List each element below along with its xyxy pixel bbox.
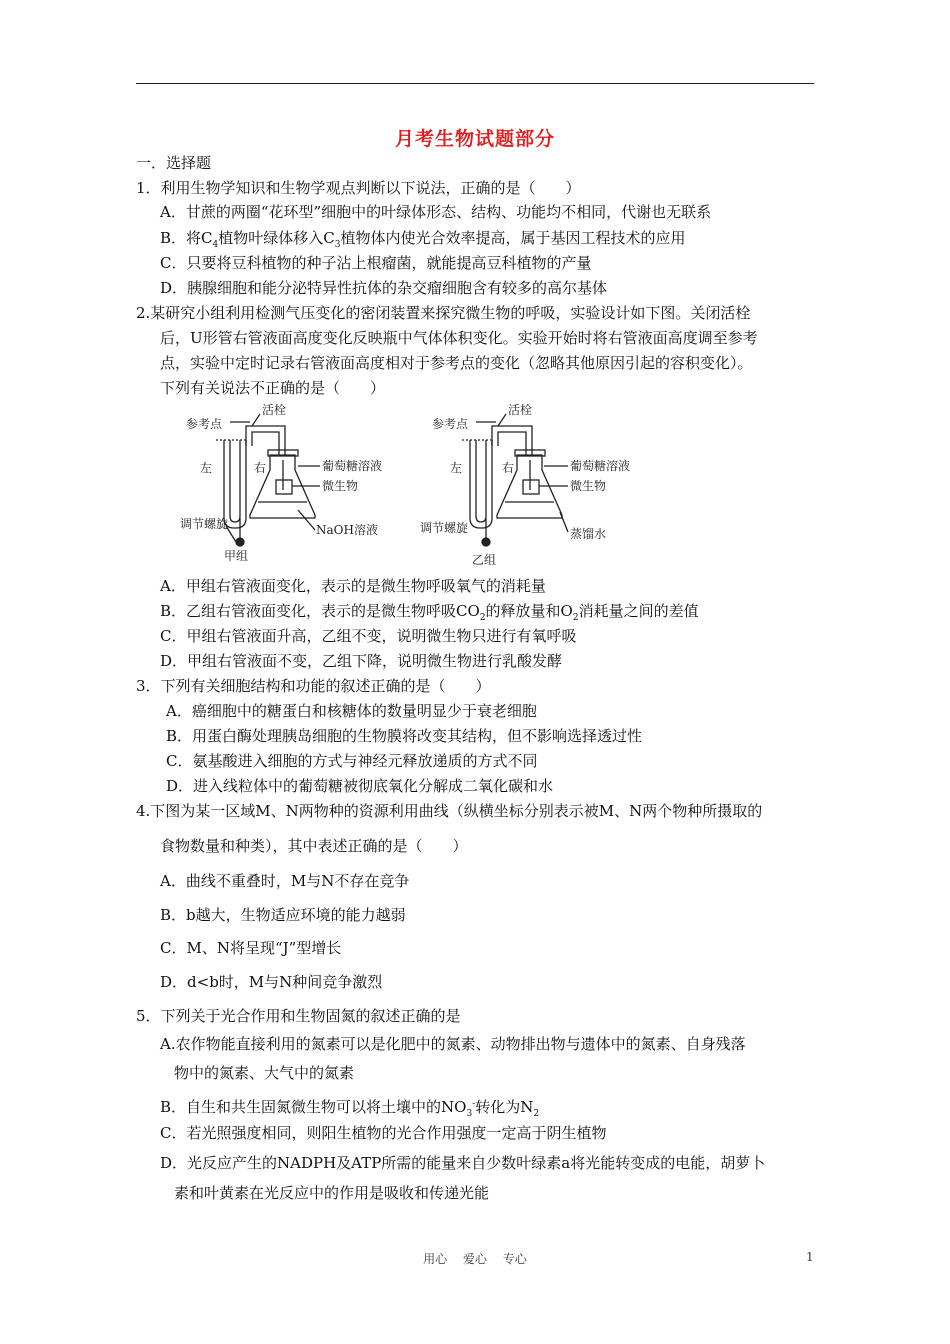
q1-option-b: B．将$C_4$植物叶绿体移入$C_3$植物体内使光合效率提高，属于基因工程技术的应用 <box>160 229 686 250</box>
q3-stem: 3．下列有关细胞结构和功能的叙述正确的是（ ） <box>136 677 491 695</box>
fig-label-stopcock-b: 活栓 <box>508 403 533 417</box>
page-number: 1 <box>806 1250 814 1264</box>
q4-stem-line1: 4.下图为某一区域M、N两物种的资源利用曲线（纵横坐标分别表示被M、N两个物种所摄取的 <box>136 802 763 820</box>
fig-label-naoh: NaOH溶液 <box>316 523 378 537</box>
header-rule <box>136 83 814 84</box>
q2-option-b: B．乙组右管液面变化，表示的是微生物呼吸$CO_2$的释放量和$O_2$消耗量之间的差值 <box>160 602 699 623</box>
fig-label-microbe-b: 微生物 <box>570 479 607 493</box>
q4-option-b: B．b越大，生物适应环境的能力越弱 <box>160 906 406 924</box>
fig-label-group-a: 甲组 <box>224 549 249 563</box>
q1-option-c: C．只要将豆科植物的种子沾上根瘤菌，就能提高豆科植物的产量 <box>160 254 592 272</box>
fig-label-left-b: 左 <box>450 461 463 475</box>
fig-label-group-b: 乙组 <box>472 553 497 567</box>
q1-option-a: A．甘蔗的两圈“花环型”细胞中的叶绿体形态、结构、功能均不相同，代谢也无联系 <box>160 203 712 221</box>
page-footer: 用心 爱心 专心 <box>423 1252 527 1266</box>
fig-label-glucose-a: 葡萄糖溶液 <box>322 459 383 473</box>
q5-option-d-line2: 素和叶黄素在光反应中的作用是吸收和传递光能 <box>174 1184 490 1202</box>
q2-option-d: D．甲组右管液面不变，乙组下降，说明微生物进行乳酸发酵 <box>160 652 563 670</box>
q5-option-a-line2: 物中的氮素、大气中的氮素 <box>174 1064 355 1082</box>
fig-label-screw-b: 调节螺旋 <box>420 521 469 535</box>
section-heading: 一．选择题 <box>136 154 212 172</box>
fig-label-water: 蒸馏水 <box>570 527 607 541</box>
fig-label-ref-point-b: 参考点 <box>432 417 469 431</box>
q5-option-a-line1: A.农作物能直接利用的氮素可以是化肥中的氮素、动物排出物与遗体中的氮素、自身残落 <box>160 1035 746 1053</box>
fig-label-left-a: 左 <box>200 461 213 475</box>
q2-option-a: A．甲组右管液面变化，表示的是微生物呼吸氧气的消耗量 <box>160 577 546 595</box>
q4-stem-line2: 食物数量和种类），其中表述正确的是（ ） <box>160 837 468 855</box>
q2-option-c: C．甲组右管液面升高，乙组不变，说明微生物只进行有氧呼吸 <box>160 627 577 645</box>
fig-label-microbe-a: 微生物 <box>322 479 359 493</box>
apparatus-figure <box>180 400 640 570</box>
fig-label-ref-point-a: 参考点 <box>186 417 223 431</box>
q5-option-d-line1: D．光反应产生的NADPH及ATP所需的能量来自少数叶绿素a将光能转变成的电能，胡萝卜 <box>160 1154 766 1172</box>
q4-option-c: C．M、N将呈现“J”型增长 <box>160 939 342 957</box>
fig-label-screw-a: 调节螺旋 <box>180 517 229 531</box>
q2-stem-line3: 点，实验中定时记录右管液面高度相对于参考点的变化（忽略其他原因引起的容积变化）。 <box>160 354 753 372</box>
q3-option-c: C．氨基酸进入细胞的方式与神经元释放递质的方式不同 <box>166 752 538 770</box>
fig-label-glucose-b: 葡萄糖溶液 <box>570 459 631 473</box>
page-title: 月考生物试题部分 <box>394 128 555 150</box>
q5-stem: 5．下列关于光合作用和生物固氮的叙述正确的是 <box>136 1007 461 1025</box>
q2-stem-line2: 后，U形管右管液面高度变化反映瓶中气体体积变化。实验开始时将右管液面高度调至参考 <box>160 329 758 347</box>
q1-stem: 1．利用生物学知识和生物学观点判断以下说法，正确的是（ ） <box>136 179 581 197</box>
q3-option-a: A．癌细胞中的糖蛋白和核糖体的数量明显少于衰老细胞 <box>166 702 537 720</box>
fig-label-right-a: 右 <box>254 461 267 475</box>
q5-option-b: B．自生和共生固氮微生物可以将土壤中的$NO_3^-$转化为$N_2$ <box>160 1098 540 1119</box>
q2-stem-line4: 下列有关说法不正确的是（ ） <box>160 379 386 397</box>
q4-option-d: D．d<b时，M与N种间竞争激烈 <box>160 973 383 991</box>
q1-option-d: D．胰腺细胞和能分泌特异性抗体的杂交瘤细胞含有较多的高尔基体 <box>160 279 608 297</box>
q4-option-a: A．曲线不重叠时，M与N不存在竞争 <box>160 872 410 890</box>
q2-stem-line1: 2.某研究小组利用检测气压变化的密闭装置来探究微生物的呼吸，实验设计如下图。关闭活栓 <box>136 304 751 322</box>
q3-option-d: D．进入线粒体中的葡萄糖被彻底氧化分解成二氧化碳和水 <box>166 777 554 795</box>
q3-option-b: B．用蛋白酶处理胰岛细胞的生物膜将改变其结构，但不影响选择透过性 <box>166 727 643 745</box>
fig-label-right-b: 右 <box>502 461 515 475</box>
fig-label-stopcock-a: 活栓 <box>262 403 287 417</box>
q5-option-c: C．若光照强度相同，则阳生植物的光合作用强度一定高于阴生植物 <box>160 1124 607 1142</box>
